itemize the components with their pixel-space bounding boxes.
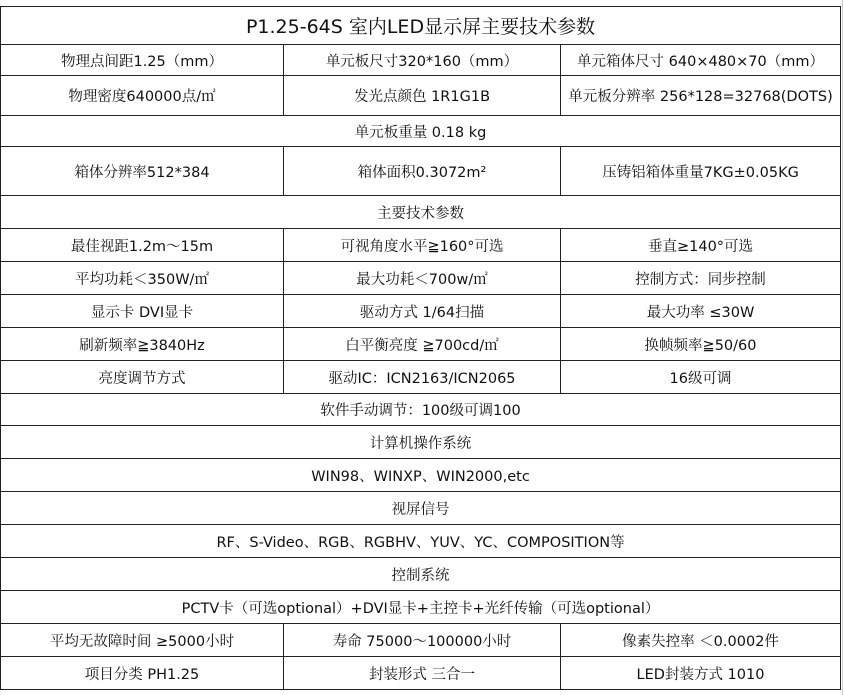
table-row: [1, 591, 841, 624]
table-cell: 可视角度水平≧160°可选: [284, 229, 561, 262]
table-cell: 最大功率 ≤30W: [561, 295, 841, 328]
section-heading: 视屏信号: [1, 492, 841, 525]
table-row: [1, 262, 841, 295]
table-cell: 单元板分辨率 256*128=32768(DOTS): [561, 76, 841, 116]
title-row: [1, 7, 841, 45]
table-cell: 平均功耗＜350W/㎡: [1, 262, 284, 295]
table-cell: 单元板重量 0.18 kg: [1, 116, 841, 147]
table-cell: LED封装方式 1010: [561, 657, 841, 690]
table-cell: 箱体面积0.3072m²: [284, 147, 561, 196]
table-row: [1, 76, 841, 116]
table-cell: 显示卡 DVI显卡: [1, 295, 284, 328]
table-cell: 白平衡亮度 ≧700cd/㎡: [284, 328, 561, 361]
table-cell: 最佳视距1.2m～15m: [1, 229, 284, 262]
table-cell: 发光点颜色 1R1G1B: [284, 76, 561, 116]
table-cell: 压铸铝箱体重量7KG±0.05KG: [561, 147, 841, 196]
table-cell: 垂直≥140°可选: [561, 229, 841, 262]
section-heading: 计算机操作系统: [1, 426, 841, 459]
section-row: [1, 492, 841, 525]
table-cell: 像素失控率 ＜0.0002件: [561, 624, 841, 657]
table-cell: WIN98、WINXP、WIN2000,etc: [1, 459, 841, 492]
table-cell: 平均无故障时间 ≥5000小时: [1, 624, 284, 657]
table-title: P1.25-64S 室内LED显示屏主要技术参数: [1, 7, 841, 45]
spec-table: [0, 6, 841, 690]
table-row: [1, 116, 841, 147]
section-heading: 控制系统: [1, 558, 841, 591]
table-cell: 单元箱体尺寸 640×480×70（mm）: [561, 45, 841, 76]
table-cell: 箱体分辨率512*384: [1, 147, 284, 196]
table-cell: 控制方式：同步控制: [561, 262, 841, 295]
table-row: [1, 45, 841, 76]
table-row: [1, 459, 841, 492]
table-row: [1, 624, 841, 657]
table-cell: 物理密度640000点/㎡: [1, 76, 284, 116]
table-cell: 亮度调节方式: [1, 361, 284, 394]
table-row: [1, 229, 841, 262]
table-row: [1, 525, 841, 558]
section-heading: 主要技术参数: [1, 196, 841, 229]
table-row: [1, 361, 841, 394]
table-cell: 软件手动调节：100级可调100: [1, 394, 841, 426]
right-edge-line: [842, 0, 843, 695]
section-row: [1, 426, 841, 459]
table-cell: 16级可调: [561, 361, 841, 394]
section-row: [1, 196, 841, 229]
table-cell: 项目分类 PH1.25: [1, 657, 284, 690]
table-cell: PCTV卡（可选optional）+DVI显卡+主控卡+光纤传输（可选optional）: [1, 591, 841, 624]
table-row: [1, 295, 841, 328]
table-row: [1, 657, 841, 690]
table-cell: 驱动方式 1/64扫描: [284, 295, 561, 328]
section-row: [1, 558, 841, 591]
table-cell: 物理点间距1.25（mm）: [1, 45, 284, 76]
table-cell: 最大功耗＜700w/㎡: [284, 262, 561, 295]
table-cell: 封装形式 三合一: [284, 657, 561, 690]
table-cell: 刷新频率≧3840Hz: [1, 328, 284, 361]
table-cell: 换帧频率≧50/60: [561, 328, 841, 361]
table-row: [1, 394, 841, 426]
table-row: [1, 147, 841, 196]
table-cell: 寿命 75000～100000小时: [284, 624, 561, 657]
table-cell: RF、S-Video、RGB、RGBHV、YUV、YC、COMPOSITION等: [1, 525, 841, 558]
table-row: [1, 328, 841, 361]
table-cell: 单元板尺寸320*160（mm）: [284, 45, 561, 76]
table-cell: 驱动IC：ICN2163/ICN2065: [284, 361, 561, 394]
